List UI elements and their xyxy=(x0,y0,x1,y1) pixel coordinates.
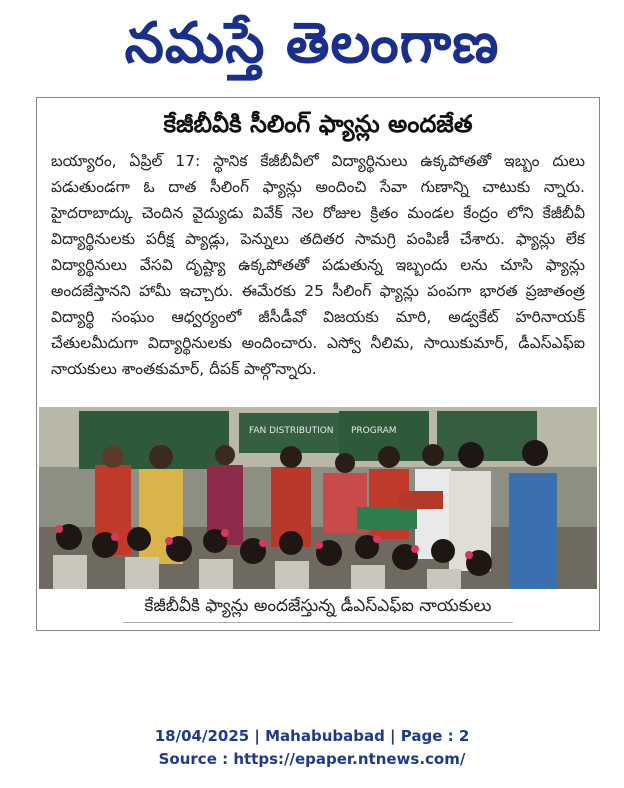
news-clipping xyxy=(36,97,600,631)
photo-caption: కేజీబీవీకి ఫ్యాన్లు అందజేస్తున్న డీఎస్ఎఫ్ఐ నాయకులు xyxy=(144,596,492,616)
caption-divider xyxy=(123,622,513,623)
article-photo xyxy=(39,407,597,589)
masthead-title: నమస్తే తెలంగాణ xyxy=(124,11,500,76)
photo-illustration xyxy=(39,407,597,589)
footer-source: Source : https://epaper.ntnews.com/ xyxy=(158,750,466,768)
masthead xyxy=(0,0,624,92)
board-text-2: PROGRAM xyxy=(351,426,397,436)
article-body: బయ్యారం, ఏప్రిల్ 17: స్థానిక కేజీబీవీలో విద్యార్థినులు ఉక్కపోతతో ఇబ్బం దులు పడుతుండగా ఓ దాత సీలింగ్ ఫ్యాన్లు అందించి సేవా గుణాన్ని చాటుకు న్నారు. హైదరాబాద్కు చెందిన వైద్యుడు వివేక్ నెల రోజుల క్రితం మండల కేంద్రం లోని కేజీబీవీ విద్యార్థినులకు పరీక్ష ప్యాడ్లు, పెన్నులు తదితర సామగ్రి పంపిణీ చేశారు. ఫ్యాన్లు లేక విద్యార్థినులు వేసవి దృష్ట్యా ఉక్కపోతతో పడుతున్న ఇబ్బందు లను చూసి ఫ్యాన్లు అందజేస్తానని హామీ ఇచ్చారు. ఈమేరకు 25 సీలింగ్ ఫ్యాన్లు పంపగా భారత ప్రజాతంత్ర విద్యార్థి సంఘం ఆధ్వర్యంలో జీసీడీవో విజయకు మారి, అడ్వకేట్ హరినాయక్ చేతులమీదుగా విద్యార్థినులకు అందించారు. ఎస్వో నీలిమ, సాయికుమార్, డీఎస్ఎఫ్ఐ నాయకులు శాంతకుమార్, దీపక్ పాల్గొన్నారు. xyxy=(51,152,585,378)
article-headline: కేజీబీవీకి సీలింగ్ ఫ్యాన్లు అందజేత xyxy=(163,110,473,138)
footer-date-edition-page: 18/04/2025 | Mahabubabad | Page : 2 xyxy=(154,727,470,745)
board-text-1: FAN DISTRIBUTION xyxy=(249,426,334,436)
